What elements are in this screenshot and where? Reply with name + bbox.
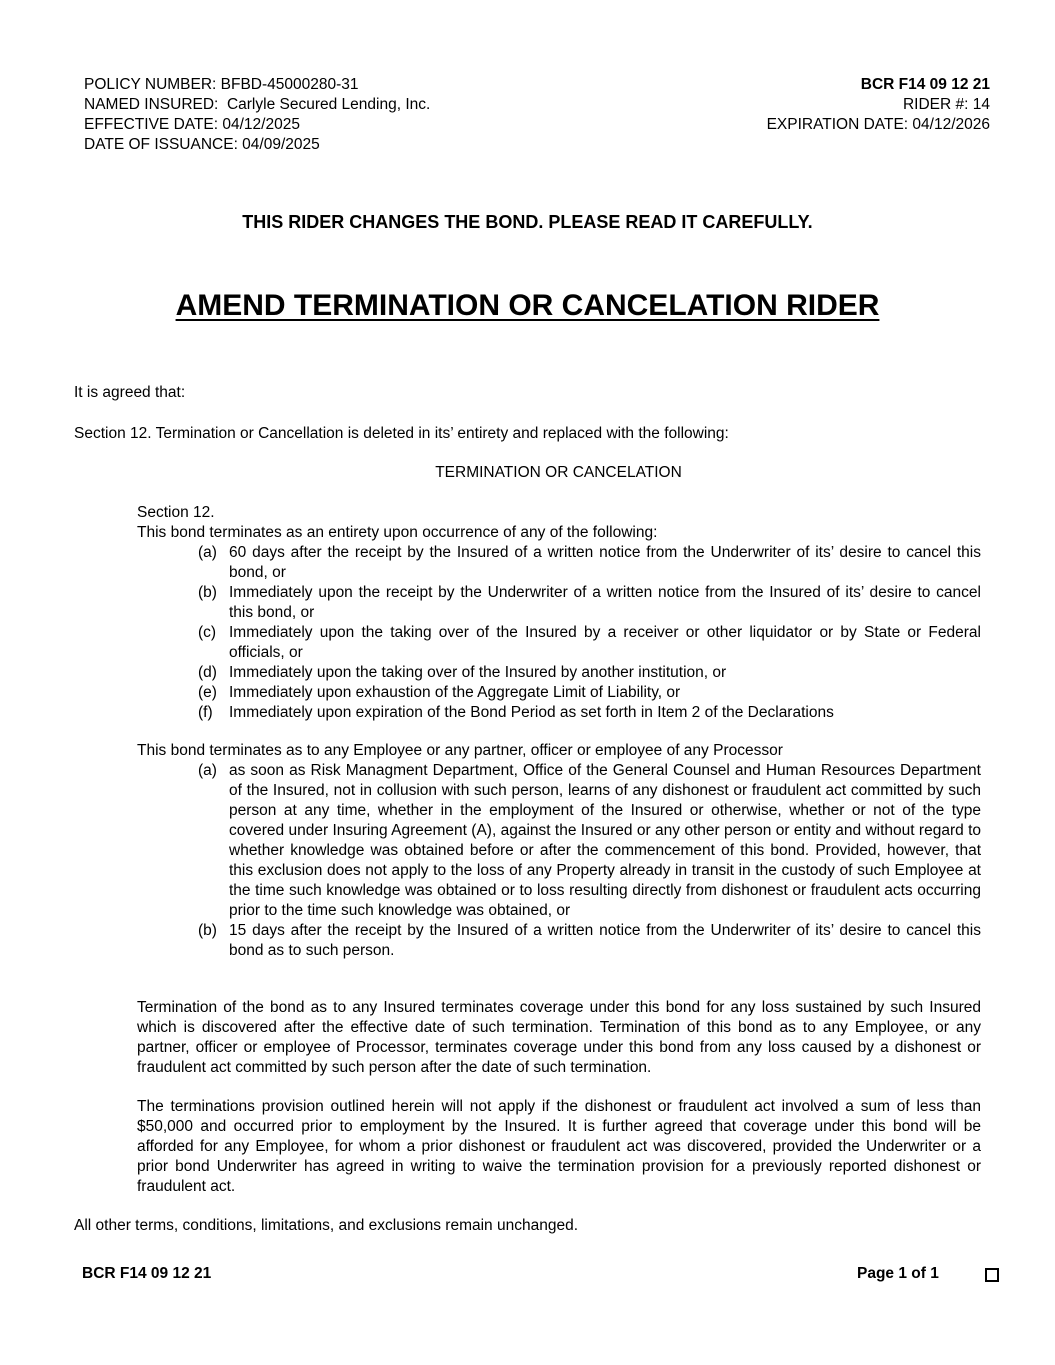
expiration-date: EXPIRATION DATE: 04/12/2026 (766, 116, 990, 133)
policy-header-right (767, 75, 990, 135)
named-insured: NAMED INSURED: Carlyle Secured Lending, Inc. (84, 96, 431, 113)
termination-paragraph: Termination of the bond as to any Insured terminates coverage under this bond for any loss sustained by such Insured which is discovered after the effective date of such termination. Termination of this bond as to any Employee, or any partner, officer or employee of Processor, terminates coverage under this bond from any loss caused by a dishonest or fraudulent act committed by such person after the date of such termination. (137, 999, 981, 1076)
list-item (198, 623, 981, 663)
list-item-label: (a) (198, 762, 217, 779)
list-item-label: (b) (198, 584, 217, 601)
list-item-text: 60 days after the receipt by the Insured of a written notice from the Underwriter of its’ desire to cancel this bond, or (229, 544, 981, 581)
rider-notice: THIS RIDER CHANGES THE BOND. PLEASE READ IT CAREFULLY. (242, 212, 813, 232)
policy-header-left (84, 75, 430, 155)
list-item-label: (b) (198, 922, 217, 939)
date-of-issuance: DATE OF ISSUANCE: 04/09/2025 (84, 136, 320, 153)
list-item (198, 703, 981, 723)
section-replace-text: Section 12. Termination or Cancellation is deleted in its’ entirety and replaced with the following: (74, 425, 729, 442)
document-title: AMEND TERMINATION OR CANCELATION RIDER (175, 289, 880, 322)
footer-form-number: BCR F14 09 12 21 (82, 1265, 212, 1282)
list-item-label: (e) (198, 684, 217, 701)
list-item (198, 583, 981, 623)
checkbox-square-icon (985, 1268, 999, 1282)
rider-number: RIDER #: 14 (902, 96, 990, 113)
effective-date: EFFECTIVE DATE: 04/12/2025 (84, 116, 300, 133)
list-item-label: (f) (198, 704, 213, 721)
list-item (198, 761, 981, 921)
employee-list (198, 761, 981, 961)
list-item-text: 15 days after the receipt by the Insured of a written notice from the Underwriter of its’ desire to cancel this bond as to such person. (229, 922, 981, 959)
list-item-label: (a) (198, 544, 217, 561)
list-item (198, 663, 981, 683)
terminates-employee-text: This bond terminates as to any Employee or any partner, officer or employee of any Processor (137, 742, 783, 759)
form-number: BCR F14 09 12 21 (860, 76, 990, 93)
provision-paragraph: The terminations provision outlined herein will not apply if the dishonest or fraudulent act involved a sum of less than $50,000 and occurred prior to employment by the Insured. It is further agreed that coverage under this bond will be afforded for any Employee, for whom a prior dishonest or fraudulent act was discovered, provided the Underwriter or a prior bond Underwriter has agreed in writing to waive the termination provision for a previously reported dishonest or fraudulent act. (137, 1098, 981, 1195)
closing-text: All other terms, conditions, limitations, and exclusions remain unchanged. (74, 1217, 579, 1234)
entirety-list (198, 543, 981, 723)
list-item-label: (d) (198, 664, 217, 681)
list-item (198, 683, 981, 703)
footer-page-number: Page 1 of 1 (857, 1265, 939, 1282)
list-item-text: Immediately upon the taking over of the Insured by a receiver or other liquidator or by State or Federal officials, or (229, 624, 981, 661)
list-item-text: Immediately upon the receipt by the Underwriter of a written notice from the Insured of its’ desire to cancel this bond, or (229, 584, 981, 621)
list-item (198, 921, 981, 961)
list-item (198, 543, 981, 583)
terminates-entirety-text: This bond terminates as an entirety upon occurrence of any of the following: (137, 524, 658, 541)
intro-text: It is agreed that: (74, 384, 186, 401)
list-item-text: Immediately upon expiration of the Bond Period as set forth in Item 2 of the Declarations (229, 704, 834, 721)
policy-number: POLICY NUMBER: BFBD-45000280-31 (84, 76, 359, 93)
list-item-text: Immediately upon exhaustion of the Aggregate Limit of Liability, or (229, 684, 681, 701)
section-subheading: TERMINATION OR CANCELATION (435, 464, 682, 481)
list-item-text: Immediately upon the taking over of the Insured by another institution, or (229, 664, 727, 681)
list-item-label: (c) (198, 624, 217, 641)
section-label: Section 12. (137, 504, 215, 521)
list-item-text: as soon as Risk Managment Department, Office of the General Counsel and Human Resources Department of the Insured, not in collusion with such person, learns of any dishonest or fraudulent act committed by such person at any time, whether in the employment of the Insured or otherwise, whether or not of the type covered under Insuring Agreement (A), against the Insured or any other person or entity and without regard to whether knowledge was obtained before or after the commencement of this bond. Provided, however, that this exclusion does not apply to the loss of any Property already in transit in the custody of such Employee at the time such knowledge was obtained or to loss resulting directly from dishonest or fraudulent acts occurring prior to the time such knowledge was obtained, or (229, 762, 981, 919)
